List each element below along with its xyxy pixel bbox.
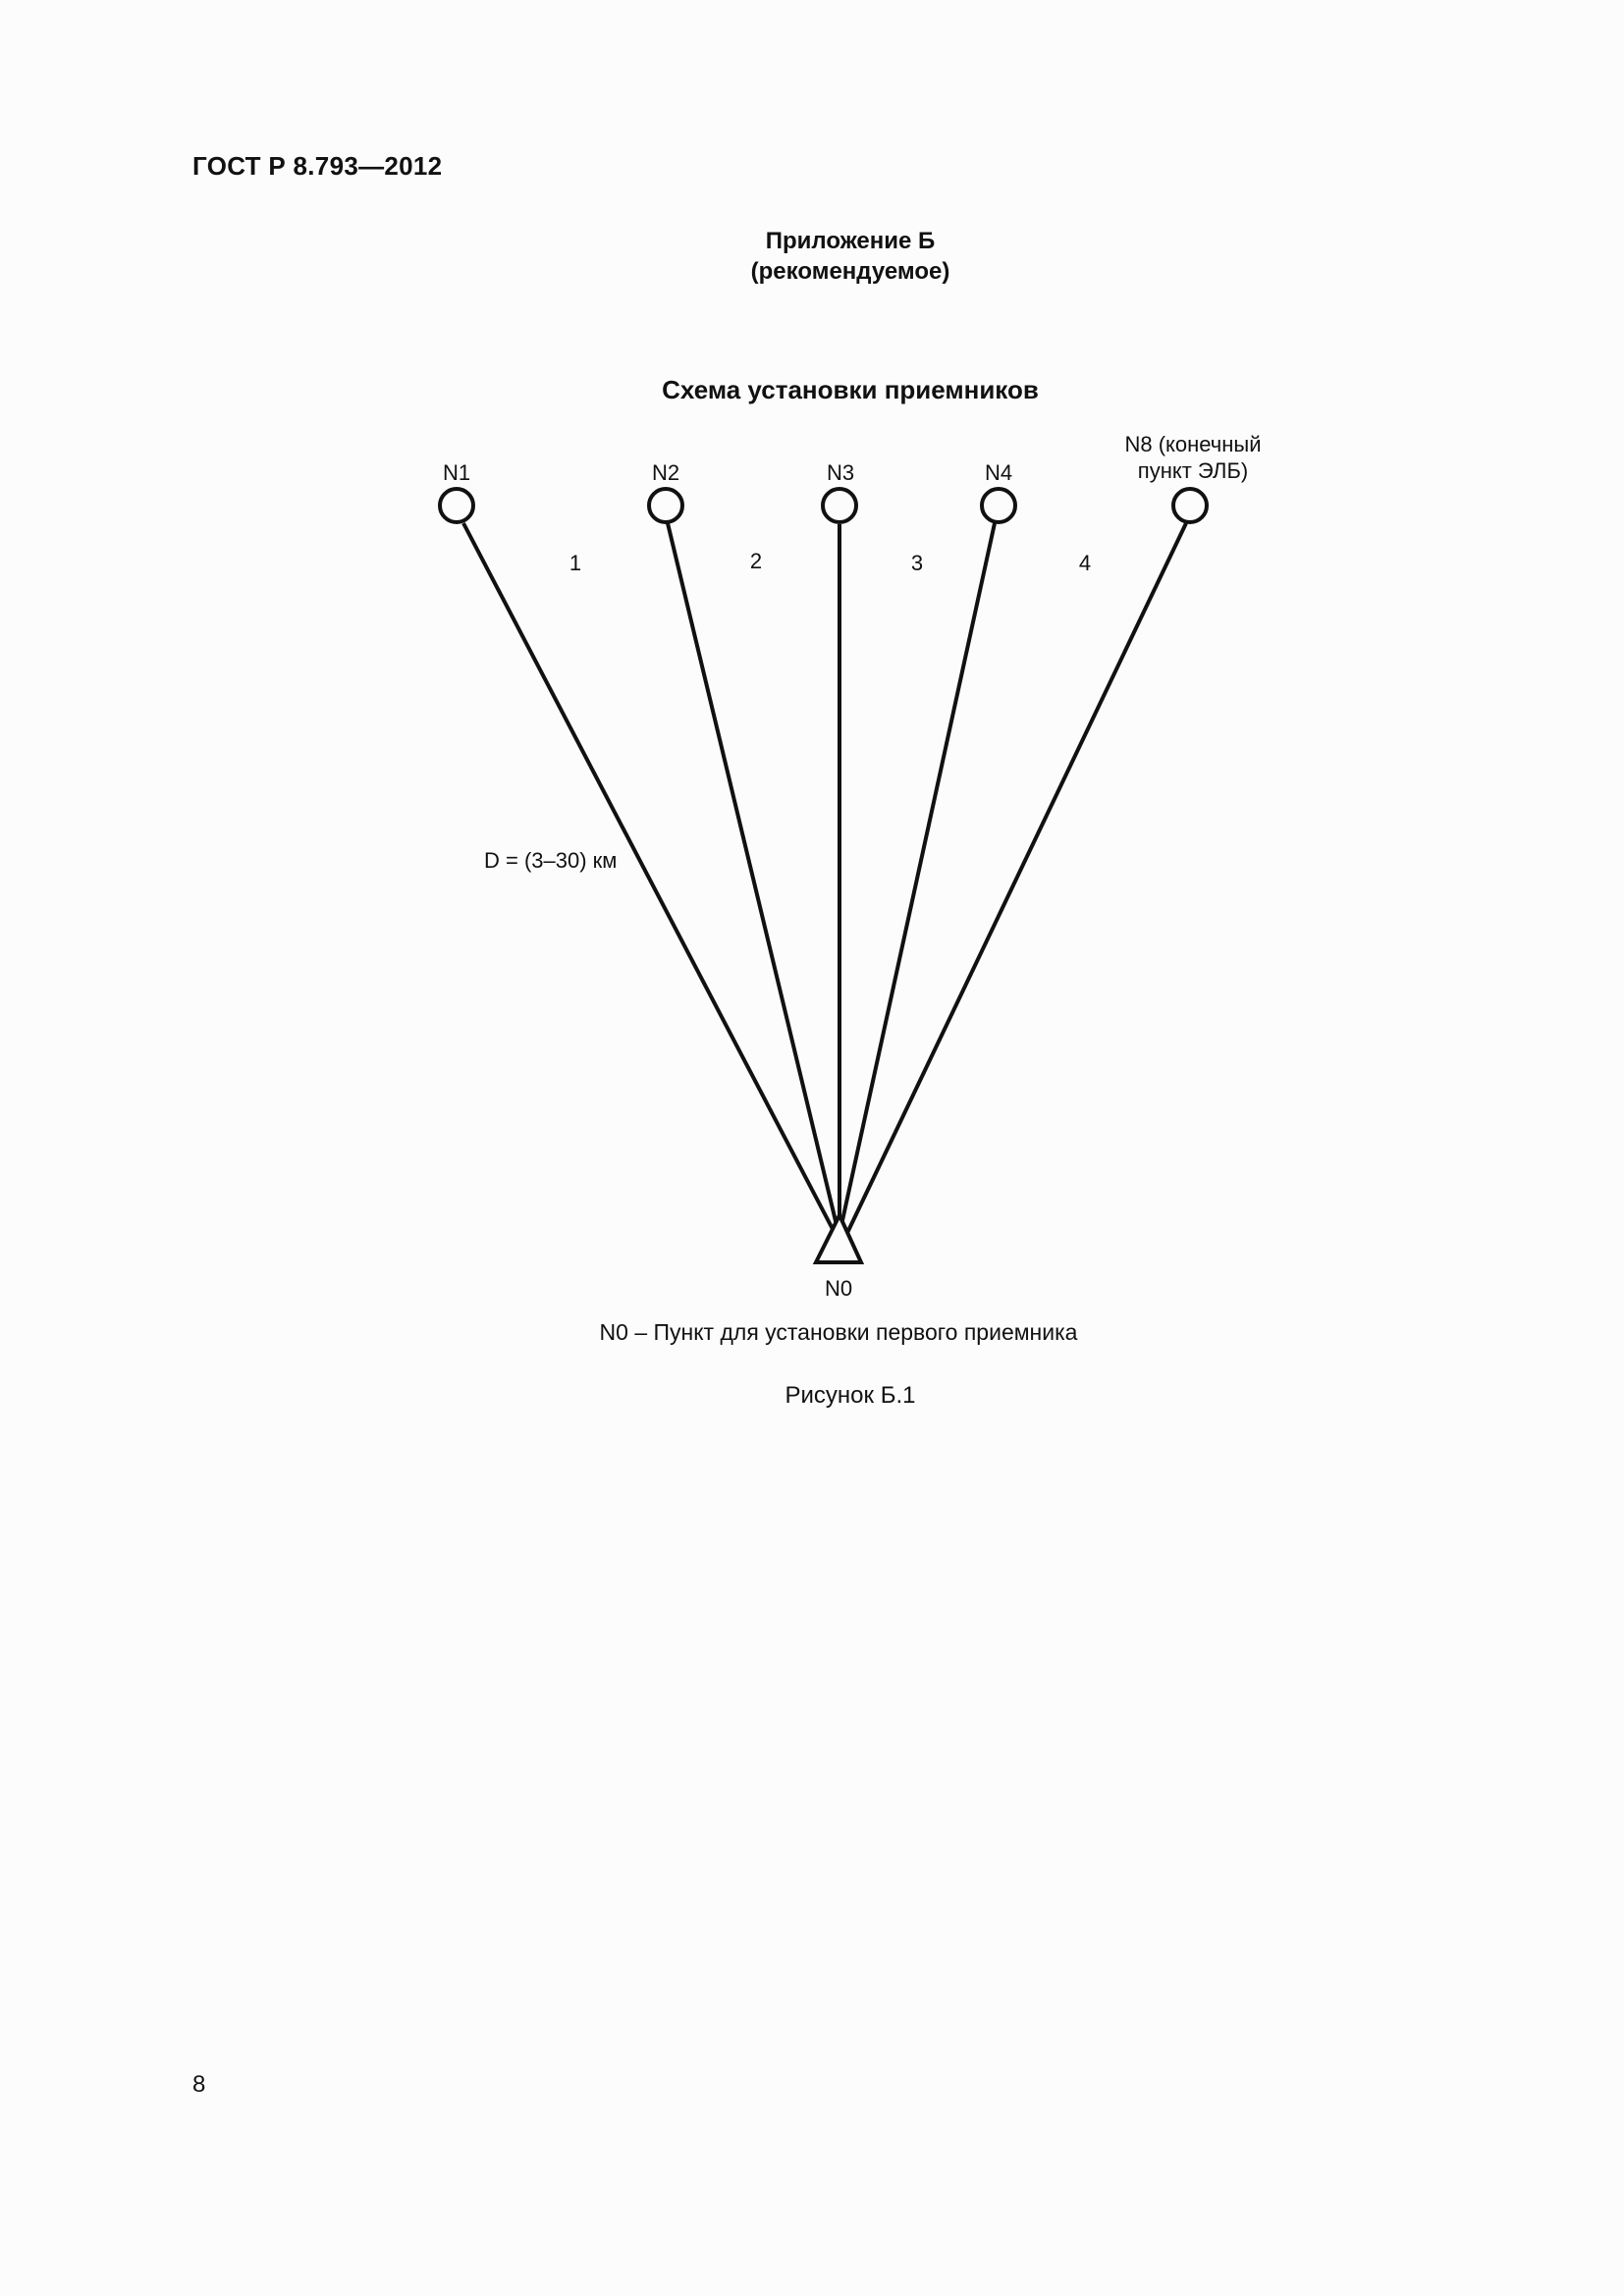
- node-n1-label: N1: [442, 460, 471, 485]
- node-n8-label-line2: пункт ЭЛБ): [1137, 458, 1249, 483]
- figure-legend: N0 – Пункт для установки первого приемника: [599, 1319, 1078, 1345]
- node-n4-marker: [982, 489, 1015, 522]
- ray-n2: [668, 523, 837, 1225]
- node-n2-marker: [649, 489, 682, 522]
- sector-label-2: 2: [749, 549, 763, 573]
- ray-n1: [463, 523, 834, 1231]
- figure-caption: Рисунок Б.1: [785, 1382, 916, 1409]
- document-header: ГОСТ Р 8.793—2012: [192, 151, 443, 181]
- node-n8-label-line1: N8 (конечный: [1124, 432, 1262, 456]
- node-n8-marker: [1173, 489, 1207, 522]
- sector-label-1: 1: [568, 551, 582, 575]
- node-n3-marker: [823, 489, 856, 522]
- node-n0-label: N0: [824, 1276, 853, 1301]
- appendix-status: (рекомендуемое): [750, 258, 950, 285]
- node-n3-label: N3: [826, 460, 855, 485]
- ray-n4: [841, 523, 995, 1225]
- ray-n8: [846, 523, 1186, 1235]
- sector-label-4: 4: [1078, 551, 1092, 575]
- node-n4-label: N4: [984, 460, 1013, 485]
- distance-label: D = (3–30) км: [484, 848, 618, 873]
- figure-title: Схема установки приемников: [662, 375, 1039, 404]
- appendix-title: Приложение Б: [765, 228, 936, 254]
- node-n2-label: N2: [651, 460, 680, 485]
- sector-label-3: 3: [910, 551, 924, 575]
- page-number: 8: [192, 2071, 206, 2098]
- node-n1-marker: [440, 489, 473, 522]
